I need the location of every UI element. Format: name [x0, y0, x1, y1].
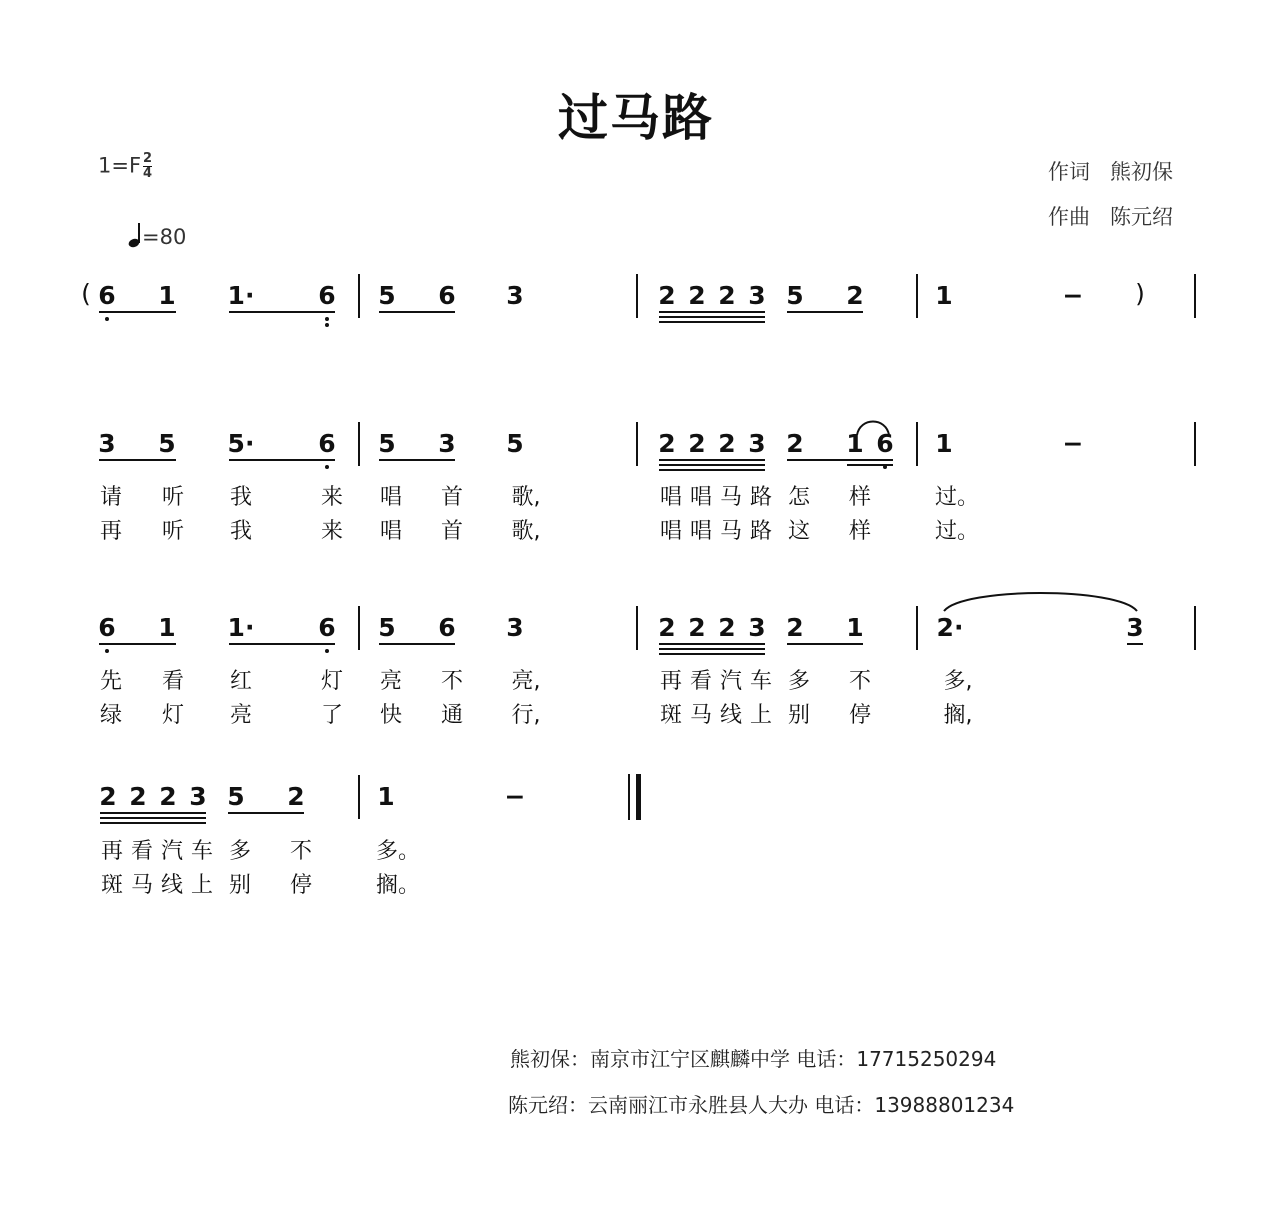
lyric-syllable: 汽 [160, 839, 183, 864]
octave-dot [325, 649, 329, 653]
beam-line [100, 817, 206, 819]
beam-line [659, 648, 765, 650]
lyric-syllable: 过。 [935, 519, 980, 544]
lyric-syllable: 斑 [100, 873, 123, 898]
tempo-value: =80 [142, 225, 187, 249]
lyric-syllable: 来 [320, 519, 343, 544]
lyric-syllable: 再 [100, 839, 123, 864]
barline [636, 606, 638, 650]
lyric-syllable: 亮, [511, 669, 541, 694]
note: 2 [658, 281, 676, 310]
note: 2 [99, 782, 117, 811]
lyric-syllable: 红 [229, 669, 252, 694]
composer-name: 陈元绍 [1110, 205, 1174, 229]
lyric-syllable: 再 [659, 669, 682, 694]
octave-dot [325, 317, 329, 321]
note: 2 [658, 613, 676, 642]
lyric-syllable: 歌, [511, 519, 541, 544]
lyric-syllable: 车 [749, 669, 772, 694]
lyric-syllable: 汽 [719, 669, 742, 694]
barline [358, 422, 360, 466]
beam-line [847, 459, 893, 461]
note: 1 [846, 613, 864, 642]
note: 6 [876, 429, 894, 458]
note: 6 [98, 281, 116, 310]
lyric-syllable: 停 [289, 873, 312, 898]
note: 1 [935, 281, 953, 310]
note: 6 [98, 613, 116, 642]
lyric-syllable: 多。 [376, 839, 421, 864]
barline [916, 606, 918, 650]
note: 5 [786, 281, 804, 310]
lyric-syllable: 搁, [943, 703, 973, 728]
phrase-slur [942, 584, 1139, 614]
note: 1· [227, 613, 255, 642]
sustain-dash: − [504, 782, 526, 811]
beam-line [787, 643, 863, 645]
note: 3 [748, 613, 766, 642]
lyric-syllable: 路 [749, 519, 772, 544]
lyric-syllable: 别 [787, 703, 810, 728]
lyric-syllable: 别 [228, 873, 251, 898]
sustain-dash: − [1062, 429, 1084, 458]
time-top: 2 [143, 151, 153, 166]
lyric-syllable: 来 [320, 485, 343, 510]
lyric-syllable: 请 [99, 485, 122, 510]
lyric-syllable: 搁。 [376, 873, 421, 898]
barline [636, 274, 638, 318]
lyric-syllable: 我 [229, 519, 252, 544]
lyric-syllable: 这 [787, 519, 810, 544]
note: 2 [718, 613, 736, 642]
lyric-syllable: 灯 [161, 703, 184, 728]
beam-line [379, 459, 455, 461]
beam-line [229, 459, 335, 461]
lyric-syllable: 亮 [379, 669, 402, 694]
beam-line [659, 464, 765, 466]
lyric-syllable: 不 [848, 669, 871, 694]
footer-contact-1: 熊初保：南京市江宁区麒麟中学 电话：17715250294 [510, 1047, 997, 1071]
barline [1194, 606, 1196, 650]
octave-dot [105, 649, 109, 653]
note: 5· [227, 429, 255, 458]
lyric-syllable: 首 [440, 519, 463, 544]
beam-line [229, 311, 335, 313]
note: 3 [506, 281, 524, 310]
lyric-syllable: 听 [161, 485, 184, 510]
octave-dot [325, 323, 329, 327]
barline [1194, 422, 1196, 466]
lyric-syllable: 听 [161, 519, 184, 544]
note: 5 [227, 782, 245, 811]
close-parenthesis: ) [1135, 279, 1145, 308]
lyric-syllable: 线 [719, 703, 742, 728]
note: 2 [786, 613, 804, 642]
lyric-syllable: 我 [229, 485, 252, 510]
beam-line [379, 311, 455, 313]
lyric-syllable: 灯 [320, 669, 343, 694]
lyric-syllable: 上 [749, 703, 772, 728]
lyric-syllable: 样 [848, 485, 871, 510]
beam-line [659, 316, 765, 318]
beam-line [1127, 643, 1143, 645]
note: 6 [438, 613, 456, 642]
open-parenthesis: ( [81, 279, 91, 308]
barline [636, 422, 638, 466]
beam-line [787, 311, 863, 313]
lyric-syllable: 歌, [511, 485, 541, 510]
note: 3 [1126, 613, 1144, 642]
lyric-syllable: 绿 [99, 703, 122, 728]
lyric-syllable: 看 [161, 669, 184, 694]
lyric-syllable: 过。 [935, 485, 980, 510]
lyric-syllable: 看 [689, 669, 712, 694]
lyric-syllable: 马 [719, 485, 742, 510]
lyricist-role: 作词 [1048, 160, 1090, 184]
beam-line [659, 643, 765, 645]
note: 5 [158, 429, 176, 458]
note: 2 [287, 782, 305, 811]
note: 3 [506, 613, 524, 642]
beam-line [659, 321, 765, 323]
beam-line [659, 653, 765, 655]
beam-line [659, 469, 765, 471]
lyric-syllable: 唱 [379, 519, 402, 544]
lyric-syllable: 上 [190, 873, 213, 898]
note: 1 [158, 281, 176, 310]
lyric-syllable: 先 [99, 669, 122, 694]
lyric-syllable: 不 [289, 839, 312, 864]
beam-line [99, 459, 176, 461]
note: 2 [718, 429, 736, 458]
note: 5 [506, 429, 524, 458]
note: 3 [748, 281, 766, 310]
lyric-syllable: 了 [320, 703, 343, 728]
note: 3 [748, 429, 766, 458]
beam-line [379, 643, 455, 645]
note: 3 [98, 429, 116, 458]
beam-line [99, 643, 176, 645]
note: 2 [786, 429, 804, 458]
octave-dot [105, 317, 109, 321]
note: 1 [158, 613, 176, 642]
note: 6 [318, 613, 336, 642]
note: 2 [688, 281, 706, 310]
lyric-syllable: 通 [440, 703, 463, 728]
composer-role: 作曲 [1048, 205, 1090, 229]
lyric-syllable: 唱 [379, 485, 402, 510]
note: 6 [318, 281, 336, 310]
song-title: 过马路 [558, 88, 714, 147]
lyric-syllable: 马 [719, 519, 742, 544]
barline [358, 775, 360, 819]
barline [358, 606, 360, 650]
lyric-syllable: 多, [943, 669, 973, 694]
note: 5 [378, 613, 396, 642]
note: 3 [438, 429, 456, 458]
lyric-syllable: 多 [228, 839, 251, 864]
octave-dot [883, 465, 887, 469]
note: 2 [688, 613, 706, 642]
lyric-syllable: 再 [99, 519, 122, 544]
note: 1· [227, 281, 255, 310]
lyric-syllable: 斑 [659, 703, 682, 728]
lyric-syllable: 首 [440, 485, 463, 510]
note: 2 [846, 281, 864, 310]
lyric-syllable: 样 [848, 519, 871, 544]
note: 2 [688, 429, 706, 458]
lyric-syllable: 唱 [659, 485, 682, 510]
lyric-syllable: 停 [848, 703, 871, 728]
lyric-syllable: 唱 [659, 519, 682, 544]
beam-line [229, 643, 335, 645]
barline [916, 422, 918, 466]
beam-line [100, 822, 206, 824]
note: 6 [438, 281, 456, 310]
note: 6 [318, 429, 336, 458]
key-prefix: 1=F [98, 153, 142, 178]
note: 2 [718, 281, 736, 310]
lyric-syllable: 线 [160, 873, 183, 898]
note: 2· [936, 613, 964, 642]
lyric-syllable: 怎 [787, 485, 810, 510]
footer-contact-2: 陈元绍：云南丽江市永胜县人大办 电话：13988801234 [508, 1093, 1015, 1117]
final-barline-thick [636, 774, 641, 820]
note: 5 [378, 281, 396, 310]
lyric-syllable: 不 [440, 669, 463, 694]
lyric-syllable: 唱 [689, 519, 712, 544]
note: 3 [189, 782, 207, 811]
note: 2 [658, 429, 676, 458]
lyric-syllable: 唱 [689, 485, 712, 510]
barline [358, 274, 360, 318]
note: 1 [935, 429, 953, 458]
lyric-syllable: 多 [787, 669, 810, 694]
lyric-syllable: 马 [130, 873, 153, 898]
note: 1 [846, 429, 864, 458]
note: 2 [129, 782, 147, 811]
final-barline-thin [628, 774, 630, 820]
beam-line [228, 812, 304, 814]
lyricist-name: 熊初保 [1110, 160, 1174, 184]
lyric-syllable: 行, [511, 703, 541, 728]
lyric-syllable: 亮 [229, 703, 252, 728]
note: 2 [159, 782, 177, 811]
beam-line [659, 311, 765, 313]
octave-dot [325, 465, 329, 469]
note: 5 [378, 429, 396, 458]
lyric-syllable: 路 [749, 485, 772, 510]
sustain-dash: − [1062, 281, 1084, 310]
barline [1194, 274, 1196, 318]
lyric-syllable: 车 [190, 839, 213, 864]
tie-slur [855, 414, 891, 438]
time-bottom: 4 [143, 166, 153, 181]
note: 1 [377, 782, 395, 811]
lyric-syllable: 看 [130, 839, 153, 864]
lyric-syllable: 马 [689, 703, 712, 728]
lyric-syllable: 快 [379, 703, 402, 728]
barline [916, 274, 918, 318]
beam-line [659, 459, 765, 461]
beam-line [99, 311, 176, 313]
beam-line [100, 812, 206, 814]
